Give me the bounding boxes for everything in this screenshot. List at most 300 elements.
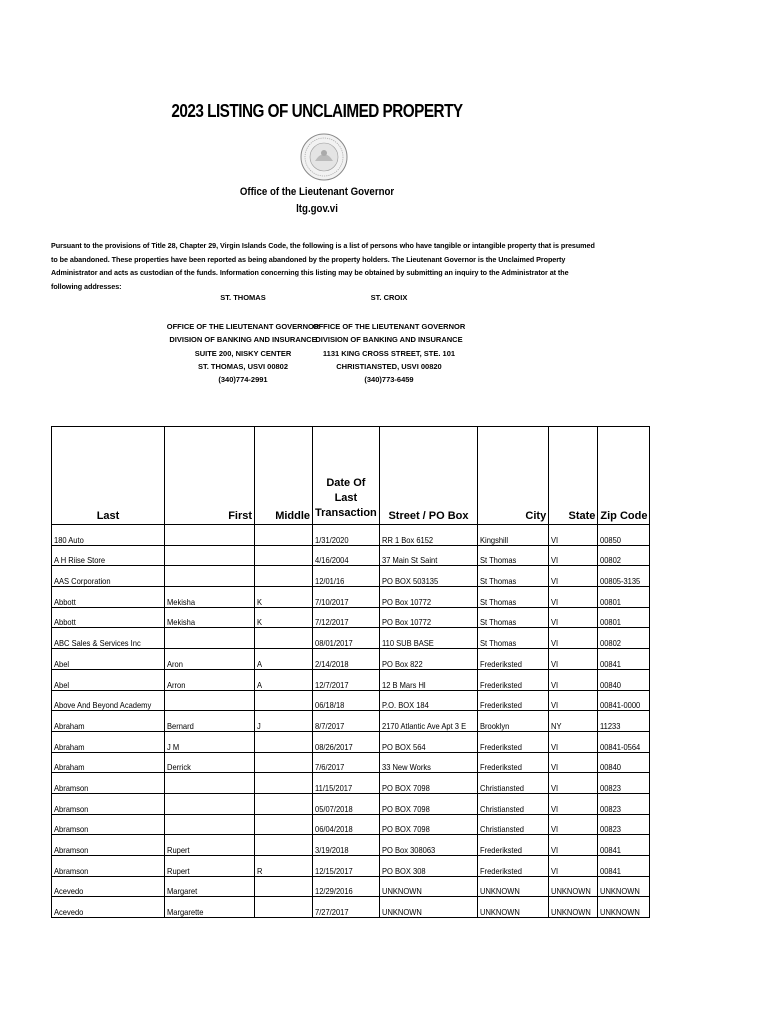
city-cell <box>478 856 549 877</box>
middle-name-cell <box>255 835 313 856</box>
last-name-cell <box>52 669 165 690</box>
state-text: VI <box>551 803 559 814</box>
first-name-text: J M <box>167 741 180 752</box>
last-name-text: A H Riise Store <box>54 555 106 566</box>
table-row <box>52 669 650 690</box>
date-text: 7/27/2017 <box>315 907 349 918</box>
middle-name-text: K <box>257 596 263 607</box>
date-cell <box>313 814 380 835</box>
street-text: 33 New Works <box>381 762 431 773</box>
street-cell <box>379 876 477 897</box>
last-name-text: Abraham <box>54 741 85 752</box>
street-text: PO BOX 564 <box>381 741 426 752</box>
date-text: 7/12/2017 <box>315 617 349 628</box>
city-text: Frederiksted <box>480 700 523 711</box>
table-row <box>52 773 650 794</box>
state-cell <box>549 711 598 732</box>
state-cell <box>549 773 598 794</box>
street-cell <box>379 897 477 918</box>
middle-name-cell <box>255 731 313 752</box>
date-text: 06/18/18 <box>315 700 345 711</box>
street-cell <box>379 587 477 608</box>
street-text: PO Box 10772 <box>381 617 431 628</box>
city-text: Frederiksted <box>480 658 523 669</box>
zip-cell <box>598 649 650 670</box>
middle-name-text: J <box>257 720 261 731</box>
state-text: VI <box>551 865 559 876</box>
first-name-text: Arron <box>167 679 186 690</box>
state-text: VI <box>551 617 559 628</box>
city-text: St Thomas <box>480 555 517 566</box>
last-name-text: Abramson <box>54 824 89 835</box>
middle-name-text: A <box>257 658 263 669</box>
zip-text: 00840 <box>600 679 622 690</box>
city-text: Kingshill <box>480 534 509 545</box>
first-name-cell <box>165 835 255 856</box>
state-cell <box>549 587 598 608</box>
last-name-cell <box>52 545 165 566</box>
column-header-last: Last <box>52 427 165 525</box>
date-text: 12/29/2016 <box>315 886 353 897</box>
zip-cell <box>598 897 650 918</box>
first-name-text: Rupert <box>167 865 190 876</box>
last-name-cell <box>52 793 165 814</box>
seal-icon <box>300 133 348 181</box>
table-header-row <box>52 427 650 525</box>
street-text: UNKNOWN <box>381 907 422 918</box>
date-text: 12/01/16 <box>315 576 345 587</box>
table-row <box>52 897 650 918</box>
middle-name-cell <box>255 814 313 835</box>
state-text: VI <box>551 741 559 752</box>
zip-cell <box>598 566 650 587</box>
last-name-cell <box>52 814 165 835</box>
street-cell <box>379 669 477 690</box>
date-cell <box>313 773 380 794</box>
city-text: Frederiksted <box>480 845 523 855</box>
last-name-cell <box>52 649 165 670</box>
last-name-text: Abel <box>54 658 70 669</box>
first-name-text: Mekisha <box>167 617 196 628</box>
street-text: 110 SUB BASE <box>381 638 434 649</box>
date-text: 12/15/2017 <box>315 865 353 876</box>
table-row <box>52 835 650 856</box>
state-cell <box>549 628 598 649</box>
date-cell <box>313 690 380 711</box>
date-cell <box>313 566 380 587</box>
state-text: VI <box>551 576 559 587</box>
state-cell <box>549 669 598 690</box>
last-name-cell <box>52 628 165 649</box>
city-cell <box>478 814 549 835</box>
state-cell <box>549 731 598 752</box>
date-text: 1/31/2020 <box>315 534 349 545</box>
zip-text: 00802 <box>600 638 622 649</box>
state-cell <box>549 607 598 628</box>
state-text: VI <box>551 596 559 607</box>
street-text: P.O. BOX 184 <box>381 700 429 711</box>
city-cell <box>478 607 549 628</box>
column-header-zip: Zip Code <box>598 427 650 525</box>
first-name-cell <box>165 587 255 608</box>
table-row <box>52 587 650 608</box>
address-line: (340)774-2991 <box>218 375 268 385</box>
date-cell <box>313 835 380 856</box>
middle-name-cell <box>255 690 313 711</box>
date-cell <box>313 545 380 566</box>
city-cell <box>478 773 549 794</box>
date-text: 08/26/2017 <box>315 741 353 752</box>
first-name-cell <box>165 773 255 794</box>
state-text: VI <box>551 555 559 566</box>
first-name-text: Margarette <box>167 907 204 918</box>
first-name-text: Rupert <box>167 845 190 855</box>
zip-cell <box>598 545 650 566</box>
zip-cell <box>598 835 650 856</box>
last-name-text: ABC Sales & Services Inc <box>54 638 141 649</box>
state-cell <box>549 793 598 814</box>
zip-cell <box>598 876 650 897</box>
st-thomas-heading: ST. THOMAS <box>220 293 266 302</box>
first-name-cell <box>165 711 255 732</box>
last-name-cell <box>52 607 165 628</box>
state-text: VI <box>551 679 559 690</box>
state-cell <box>549 545 598 566</box>
last-name-cell <box>52 587 165 608</box>
middle-name-cell <box>255 587 313 608</box>
city-cell <box>478 897 549 918</box>
street-cell <box>379 793 477 814</box>
date-cell <box>313 876 380 897</box>
address-line: DIVISION OF BANKING AND INSURANCE <box>169 335 317 345</box>
zip-text: 00841 <box>600 658 622 669</box>
first-name-text: Mekisha <box>167 596 196 607</box>
zip-cell <box>598 628 650 649</box>
table-row <box>52 876 650 897</box>
street-text: PO BOX 7098 <box>381 803 430 814</box>
street-text: PO Box 822 <box>381 658 423 669</box>
city-text: Frederiksted <box>480 865 523 876</box>
table-row <box>52 856 650 877</box>
state-text: VI <box>551 845 559 855</box>
last-name-cell <box>52 525 165 546</box>
zip-text: 00801 <box>600 617 622 628</box>
street-text: UNKNOWN <box>381 886 422 897</box>
middle-name-cell <box>255 773 313 794</box>
first-name-cell <box>165 731 255 752</box>
date-cell <box>313 525 380 546</box>
street-cell <box>379 814 477 835</box>
intro-paragraph: Pursuant to the provisions of Title 28, Chapter 29, Virgin Islands Code, the following is a list of persons who have tangible or intangible property that is presumed to be abandoned. These properties have been reported as being abandoned by the property holders. The Lieutenant Governor is the Unclaimed Property Administrator and acts as custodian of the funds. Information concerning this listing may be obtained by submitting an inquiry to the Administrator at the following addresses: <box>51 241 595 291</box>
city-text: Frederiksted <box>480 679 523 690</box>
table-body <box>52 525 650 918</box>
date-text: 08/01/2017 <box>315 638 353 649</box>
city-text: Frederiksted <box>480 762 523 773</box>
last-name-text: AAS Corporation <box>54 576 111 587</box>
date-cell <box>313 731 380 752</box>
address-line: CHRISTIANSTED, USVI 00820 <box>336 361 442 371</box>
first-name-cell <box>165 669 255 690</box>
column-header-state: State <box>549 427 598 525</box>
column-header-street: Street / PO Box <box>379 427 477 525</box>
date-cell <box>313 793 380 814</box>
state-text: VI <box>551 782 559 793</box>
zip-text: 00823 <box>600 782 622 793</box>
street-text: PO BOX 308 <box>381 865 426 876</box>
street-cell <box>379 690 477 711</box>
first-name-cell <box>165 876 255 897</box>
street-text: PO BOX 503135 <box>381 576 438 587</box>
last-name-text: Abramson <box>54 803 89 814</box>
first-name-cell <box>165 793 255 814</box>
street-cell <box>379 545 477 566</box>
last-name-cell <box>52 835 165 856</box>
last-name-text: Abramson <box>54 845 89 855</box>
zip-cell <box>598 856 650 877</box>
table-row <box>52 752 650 773</box>
city-cell <box>478 752 549 773</box>
first-name-cell <box>165 628 255 649</box>
unclaimed-property-table <box>51 426 650 918</box>
zip-cell <box>598 773 650 794</box>
page-title: 2023 LISTING OF UNCLAIMED PROPERTY <box>171 101 463 121</box>
first-name-cell <box>165 752 255 773</box>
city-text: Frederiksted <box>480 741 523 752</box>
address-line: DIVISION OF BANKING AND INSURANCE <box>315 335 463 345</box>
office-heading <box>0 184 634 218</box>
state-text: NY <box>551 720 562 731</box>
state-cell <box>549 897 598 918</box>
zip-cell <box>598 731 650 752</box>
street-text: 2170 Atlantic Ave Apt 3 E <box>381 720 466 731</box>
state-cell <box>549 649 598 670</box>
address-line: ST. THOMAS, USVI 00802 <box>197 361 289 371</box>
state-text: UNKNOWN <box>551 886 591 897</box>
state-cell <box>549 690 598 711</box>
middle-name-cell <box>255 649 313 670</box>
zip-text: 00841-0000 <box>600 700 641 711</box>
zip-text: 00850 <box>600 534 622 545</box>
date-text: 8/7/2017 <box>315 720 345 731</box>
first-name-text: Aron <box>167 658 183 669</box>
street-cell <box>379 773 477 794</box>
zip-cell <box>598 607 650 628</box>
first-name-cell <box>165 545 255 566</box>
last-name-cell <box>52 876 165 897</box>
date-text: 3/19/2018 <box>315 845 349 855</box>
first-name-cell <box>165 649 255 670</box>
city-text: Christiansted <box>480 782 525 793</box>
column-header-date: Date Of Last Transaction <box>313 427 380 525</box>
last-name-text: Abel <box>54 679 70 690</box>
zip-text: 00841 <box>600 845 622 855</box>
state-text: UNKNOWN <box>551 907 591 918</box>
state-cell <box>549 835 598 856</box>
city-text: Brooklyn <box>480 720 510 731</box>
zip-text: 00841-0564 <box>600 741 641 752</box>
first-name-cell <box>165 856 255 877</box>
date-cell <box>313 587 380 608</box>
state-text: VI <box>551 700 559 711</box>
office-website: ltg.gov.vi <box>296 203 338 215</box>
middle-name-cell <box>255 856 313 877</box>
date-text: 7/10/2017 <box>315 596 349 607</box>
street-cell <box>379 607 477 628</box>
column-header-first: First <box>165 427 255 525</box>
first-name-text: Margaret <box>167 886 198 897</box>
street-text: RR 1 Box 6152 <box>381 534 433 545</box>
city-cell <box>478 876 549 897</box>
date-text: 06/04/2018 <box>315 824 353 835</box>
city-cell <box>478 649 549 670</box>
street-text: PO Box 10772 <box>381 596 431 607</box>
date-cell <box>313 856 380 877</box>
date-cell <box>313 752 380 773</box>
zip-cell <box>598 690 650 711</box>
address-line: (340)773-6459 <box>364 375 414 385</box>
last-name-cell <box>52 856 165 877</box>
last-name-cell <box>52 752 165 773</box>
date-text: 11/15/2017 <box>315 782 353 793</box>
street-cell <box>379 628 477 649</box>
zip-text: 00823 <box>600 803 622 814</box>
city-cell <box>478 525 549 546</box>
table-row <box>52 711 650 732</box>
date-cell <box>313 607 380 628</box>
street-cell <box>379 711 477 732</box>
zip-text: 00841 <box>600 865 622 876</box>
last-name-text: 180 Auto <box>54 534 84 545</box>
address-line: 1131 KING CROSS STREET, STE. 101 <box>322 348 456 358</box>
date-text: 4/16/2004 <box>315 555 349 566</box>
street-text: 12 B Mars Hl <box>381 679 426 690</box>
column-header-city: City <box>478 427 549 525</box>
city-text: St Thomas <box>480 617 517 628</box>
street-text: PO Box 308063 <box>381 845 435 855</box>
city-cell <box>478 731 549 752</box>
zip-cell <box>598 814 650 835</box>
city-cell <box>478 587 549 608</box>
first-name-cell <box>165 566 255 587</box>
date-text: 05/07/2018 <box>315 803 353 814</box>
city-text: UNKNOWN <box>480 886 520 897</box>
first-name-cell <box>165 525 255 546</box>
middle-name-cell <box>255 752 313 773</box>
street-cell <box>379 752 477 773</box>
st-croix-address <box>298 320 480 386</box>
last-name-cell <box>52 690 165 711</box>
middle-name-cell <box>255 876 313 897</box>
city-cell <box>478 669 549 690</box>
middle-name-text: K <box>257 617 263 628</box>
address-line: OFFICE OF THE LIEUTENANT GOVERNOR <box>312 322 466 331</box>
city-text: St Thomas <box>480 596 517 607</box>
zip-text: 00805-3135 <box>600 576 641 587</box>
city-text: UNKNOWN <box>480 907 520 918</box>
table-row <box>52 628 650 649</box>
last-name-text: Abraham <box>54 762 85 773</box>
zip-text: UNKNOWN <box>600 886 641 897</box>
street-cell <box>379 649 477 670</box>
last-name-cell <box>52 773 165 794</box>
first-name-cell <box>165 607 255 628</box>
first-name-text: Derrick <box>167 762 191 773</box>
date-text: 7/6/2017 <box>315 762 345 773</box>
zip-cell <box>598 669 650 690</box>
zip-text: 00823 <box>600 824 622 835</box>
table-row <box>52 566 650 587</box>
city-cell <box>478 793 549 814</box>
middle-name-cell <box>255 628 313 649</box>
city-cell <box>478 628 549 649</box>
table-row <box>52 731 650 752</box>
middle-name-cell <box>255 793 313 814</box>
city-cell <box>478 711 549 732</box>
table-row <box>52 649 650 670</box>
first-name-cell <box>165 814 255 835</box>
date-cell <box>313 628 380 649</box>
street-cell <box>379 566 477 587</box>
street-cell <box>379 856 477 877</box>
city-cell <box>478 545 549 566</box>
date-cell <box>313 669 380 690</box>
street-text: PO BOX 7098 <box>381 782 430 793</box>
city-cell <box>478 566 549 587</box>
state-text: VI <box>551 824 559 835</box>
city-text: Christiansted <box>480 824 525 835</box>
state-cell <box>549 876 598 897</box>
middle-name-cell <box>255 525 313 546</box>
state-text: VI <box>551 658 559 669</box>
street-cell <box>379 525 477 546</box>
first-name-text: Bernard <box>167 720 194 731</box>
last-name-text: Above And Beyond Academy <box>54 700 152 711</box>
first-name-cell <box>165 690 255 711</box>
zip-cell <box>598 752 650 773</box>
state-text: VI <box>551 762 559 773</box>
city-cell <box>478 690 549 711</box>
table-row <box>52 814 650 835</box>
city-text: St Thomas <box>480 576 517 587</box>
last-name-text: Abramson <box>54 865 89 876</box>
first-name-cell <box>165 897 255 918</box>
last-name-text: Acevedo <box>54 886 84 897</box>
last-name-text: Acevedo <box>54 907 84 918</box>
city-text: Christiansted <box>480 803 525 814</box>
middle-name-cell <box>255 711 313 732</box>
middle-name-text: A <box>257 679 263 690</box>
last-name-cell <box>52 566 165 587</box>
zip-text: 11233 <box>600 720 621 731</box>
middle-name-cell <box>255 897 313 918</box>
state-cell <box>549 752 598 773</box>
date-text: 2/14/2018 <box>315 658 349 669</box>
table-row <box>52 793 650 814</box>
last-name-cell <box>52 897 165 918</box>
last-name-cell <box>52 711 165 732</box>
middle-name-cell <box>255 545 313 566</box>
table-row <box>52 690 650 711</box>
zip-cell <box>598 587 650 608</box>
table-row <box>52 545 650 566</box>
middle-name-text: R <box>257 865 263 876</box>
last-name-cell <box>52 731 165 752</box>
zip-cell <box>598 793 650 814</box>
street-text: PO BOX 7098 <box>381 824 430 835</box>
office-name: Office of the Lieutenant Governor <box>239 186 395 198</box>
street-text: 37 Main St Saint <box>381 555 438 566</box>
address-line: OFFICE OF THE LIEUTENANT GOVERNOR <box>166 322 320 331</box>
